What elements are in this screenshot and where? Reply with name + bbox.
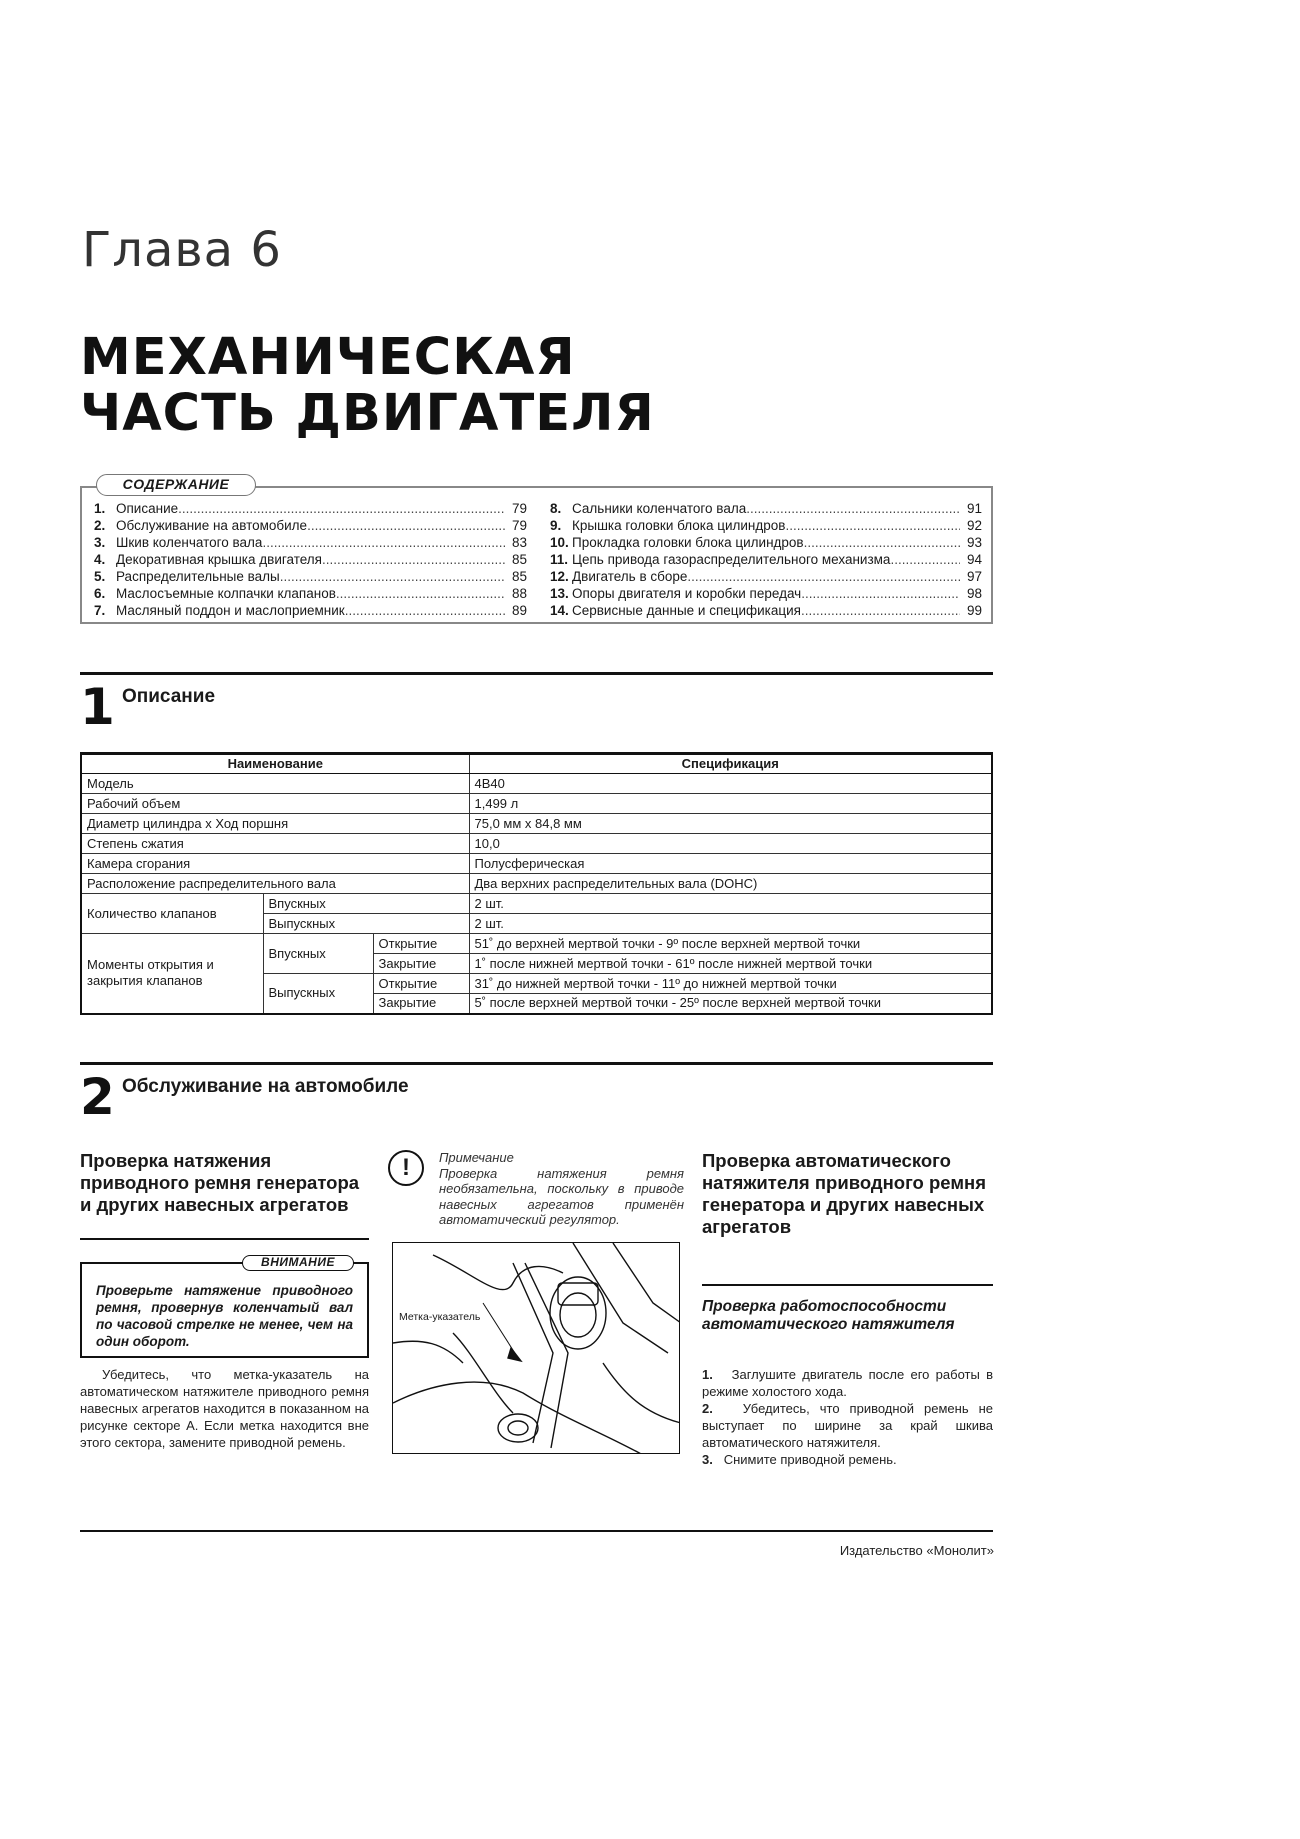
toc-item-page: 99 <box>966 603 982 618</box>
figure-pointer-label: Метка-указатель <box>399 1311 481 1323</box>
toc-item-title: Маслосъемные колпачки клапанов <box>116 586 336 601</box>
toc-item-title: Двигатель в сборе <box>572 569 688 584</box>
spec-name: Расположение распределительного вала <box>81 874 469 894</box>
toc-item-leader <box>804 534 960 551</box>
valve-timing-label: Моменты открытия и закрытия клапанов <box>81 934 263 1014</box>
toc-item <box>94 534 527 551</box>
toc-item-title: Распределительные валы <box>116 569 280 584</box>
toc-item-leader <box>801 585 960 602</box>
table-row <box>81 854 992 874</box>
timing-close-label: Закрытие <box>373 954 469 974</box>
toc-item-page: 79 <box>511 501 527 516</box>
toc-header: СОДЕРЖАНИЕ <box>96 474 256 496</box>
toc-item-leader <box>746 500 960 517</box>
table-row <box>81 814 992 834</box>
timing-exhaust-label: Выпускных <box>263 974 373 1014</box>
section-1-rule <box>80 672 993 675</box>
toc-item <box>550 500 982 517</box>
toc-item <box>94 517 527 534</box>
list-item <box>702 1366 993 1400</box>
spec-value: 75,0 мм х 84,8 мм <box>469 814 992 834</box>
table-row <box>81 934 992 954</box>
spec-name: Диаметр цилиндра х Ход поршня <box>81 814 469 834</box>
table-row <box>81 894 992 914</box>
toc-item-title: Прокладка головки блока цилиндров <box>572 535 804 550</box>
toc-item-leader <box>336 585 505 602</box>
toc-item <box>550 517 982 534</box>
toc-item-number: 14. <box>550 603 569 618</box>
toc-item-leader <box>785 517 960 534</box>
toc-item <box>550 551 982 568</box>
section-2-rule <box>80 1062 993 1065</box>
toc-item-leader <box>687 568 960 585</box>
section-2-number: 2 <box>80 1068 115 1126</box>
toc-right-column <box>550 500 982 619</box>
toc-item-page: 85 <box>511 569 527 584</box>
toc-left-column <box>94 500 527 619</box>
note-exclamation-icon: ! <box>388 1150 424 1186</box>
toc-item-leader <box>345 602 505 619</box>
valves-exhaust-label: Выпускных <box>263 914 469 934</box>
toc-item <box>550 568 982 585</box>
step-number: 2. <box>702 1401 713 1416</box>
publisher-footer: Издательство «Монолит» <box>839 1543 994 1558</box>
spec-value: Два верхних распределительных вала (DOHC) <box>469 874 992 894</box>
toc-item-number: 6. <box>94 586 106 601</box>
list-item <box>702 1451 993 1468</box>
valves-count-label: Количество клапанов <box>81 894 263 934</box>
table-row <box>81 834 992 854</box>
col3-steps <box>702 1366 993 1468</box>
note-text-content: Проверка натяжения ремня необязательна, поскольку в приводе навесных агрегатов применён автоматический регулятор. <box>439 1165 684 1227</box>
section-1-title: Описание <box>122 686 216 707</box>
toc-item-page: 88 <box>511 586 527 601</box>
list-item <box>702 1400 993 1451</box>
toc-item-page: 94 <box>966 552 982 567</box>
toc-item-title: Сальники коленчатого вала <box>572 501 747 516</box>
toc-item <box>94 602 527 619</box>
spec-name: Рабочий объем <box>81 794 469 814</box>
toc-item-number: 13. <box>550 586 569 601</box>
toc-item-title: Цепь привода газораспределительного механизма <box>572 552 891 567</box>
toc-item-title: Шкив коленчатого вала <box>116 535 263 550</box>
toc-item-page: 85 <box>511 552 527 567</box>
spec-value: Полусферическая <box>469 854 992 874</box>
toc-item-number: 4. <box>94 552 106 567</box>
toc-item-page: 97 <box>966 569 982 584</box>
timing-exhaust-close: 5˚ после верхней мертвой точки - 25º после верхней мертвой точки <box>469 994 992 1014</box>
col1-body: Убедитесь, что метка-указатель на автоматическом натяжителе приводного ремня навесных агрегатов находится в показанном на рисунке секторе А. Если метка находится вне этого сектора, замените приводной ремень. <box>80 1367 369 1450</box>
tensioner-figure <box>392 1242 680 1454</box>
toc-item-page: 83 <box>511 535 527 550</box>
toc-item-number: 10. <box>550 535 569 550</box>
toc-item-page: 91 <box>966 501 982 516</box>
spec-name: Степень сжатия <box>81 834 469 854</box>
toc-item-number: 2. <box>94 518 106 533</box>
col3-heading-rule <box>702 1284 993 1286</box>
step-text: Снимите приводной ремень. <box>723 1452 897 1467</box>
toc-item <box>94 568 527 585</box>
toc-item <box>94 551 527 568</box>
chapter-label: Глава 6 <box>82 222 282 278</box>
toc-item-leader <box>890 551 960 568</box>
spec-value: 4B40 <box>469 774 992 794</box>
toc-item-number: 12. <box>550 569 569 584</box>
toc-item-number: 5. <box>94 569 106 584</box>
toc-item-number: 1. <box>94 501 106 516</box>
toc-item-title: Сервисные данные и спецификация <box>572 603 801 618</box>
spec-col-spec: Спецификация <box>469 754 992 774</box>
step-text: Убедитесь, что приводной ремень не выступает по ширине за край шкива автоматического натяжителя. <box>702 1401 993 1450</box>
toc-item-title: Описание <box>116 501 179 516</box>
spec-value: 10,0 <box>469 834 992 854</box>
toc-item-number: 7. <box>94 603 106 618</box>
note-box <box>387 1150 684 1228</box>
toc-item-leader <box>322 551 505 568</box>
timing-intake-label: Впускных <box>263 934 373 974</box>
warning-box: Проверьте натяжение приводного ремня, провернув коленчатый вал по часовой стрелке не менее, чем на один оборот. <box>80 1262 369 1358</box>
toc-item-title: Декоративная крышка двигателя <box>116 552 322 567</box>
warning-label: ВНИМАНИЕ <box>242 1255 354 1271</box>
toc-item-page: 98 <box>966 586 982 601</box>
valves-intake-value: 2 шт. <box>469 894 992 914</box>
toc-item <box>550 534 982 551</box>
chapter-title <box>80 330 655 442</box>
tensioner-illustration <box>393 1243 680 1454</box>
spec-value: 1,499 л <box>469 794 992 814</box>
col1-heading-rule <box>80 1238 369 1240</box>
section-2-title: Обслуживание на автомобиле <box>122 1076 409 1097</box>
toc-item-title: Опоры двигателя и коробки передач <box>572 586 802 601</box>
note-label: Примечание <box>439 1150 514 1165</box>
toc-item-leader <box>280 568 505 585</box>
table-of-contents <box>80 486 993 624</box>
title-line-1: МЕХАНИЧЕСКАЯ <box>80 328 576 387</box>
step-text: Заглушите двигатель после его работы в режиме холостого хода. <box>702 1367 993 1399</box>
table-row <box>81 874 992 894</box>
timing-open-label: Открытие <box>373 974 469 994</box>
timing-intake-open: 51˚ до верхней мертвой точки - 9º после верхней мертвой точки <box>469 934 992 954</box>
timing-open-label: Открытие <box>373 934 469 954</box>
spec-name: Модель <box>81 774 469 794</box>
title-line-2: ЧАСТЬ ДВИГАТЕЛЯ <box>80 384 655 443</box>
toc-item-page: 93 <box>966 535 982 550</box>
note-text <box>387 1166 684 1228</box>
toc-item <box>94 585 527 602</box>
toc-item-leader <box>262 534 505 551</box>
table-row <box>81 774 992 794</box>
timing-close-label: Закрытие <box>373 994 469 1014</box>
toc-item <box>94 500 527 517</box>
spec-table <box>80 752 993 1015</box>
spec-name: Камера сгорания <box>81 854 469 874</box>
toc-item-leader <box>801 602 960 619</box>
toc-item-page: 92 <box>966 518 982 533</box>
step-number: 3. <box>702 1452 713 1467</box>
step-number: 1. <box>702 1367 713 1382</box>
toc-item-title: Обслуживание на автомобиле <box>116 518 308 533</box>
timing-intake-close: 1˚ после нижней мертвой точки - 61º после нижней мертвой точки <box>469 954 992 974</box>
toc-item-page: 89 <box>511 603 527 618</box>
toc-item-title: Крышка головки блока цилиндров <box>572 518 786 533</box>
toc-item-number: 8. <box>550 501 562 516</box>
spec-col-name: Наименование <box>81 754 469 774</box>
col3-subheading: Проверка работоспособности автоматического натяжителя <box>702 1298 955 1333</box>
timing-exhaust-open: 31˚ до нижней мертвой точки - 11º до нижней мертвой точки <box>469 974 992 994</box>
toc-item <box>550 602 982 619</box>
toc-item-title: Масляный поддон и маслоприемник <box>116 603 345 618</box>
spec-header-row <box>81 754 992 774</box>
toc-item-number: 11. <box>550 552 569 567</box>
col1-heading: Проверка натяжения приводного ремня генератора и других навесных агрегатов <box>80 1150 360 1215</box>
valves-exhaust-value: 2 шт. <box>469 914 992 934</box>
toc-item-number: 3. <box>94 535 106 550</box>
toc-item-number: 9. <box>550 518 562 533</box>
section-1-number: 1 <box>80 678 115 736</box>
toc-item <box>550 585 982 602</box>
footer-rule <box>80 1530 993 1532</box>
table-row <box>81 794 992 814</box>
toc-item-page: 79 <box>511 518 527 533</box>
valves-intake-label: Впускных <box>263 894 469 914</box>
toc-item-leader <box>307 517 505 534</box>
toc-item-leader <box>178 500 505 517</box>
col3-heading: Проверка автоматического натяжителя приводного ремня генератора и других навесных агрегатов <box>702 1150 986 1237</box>
